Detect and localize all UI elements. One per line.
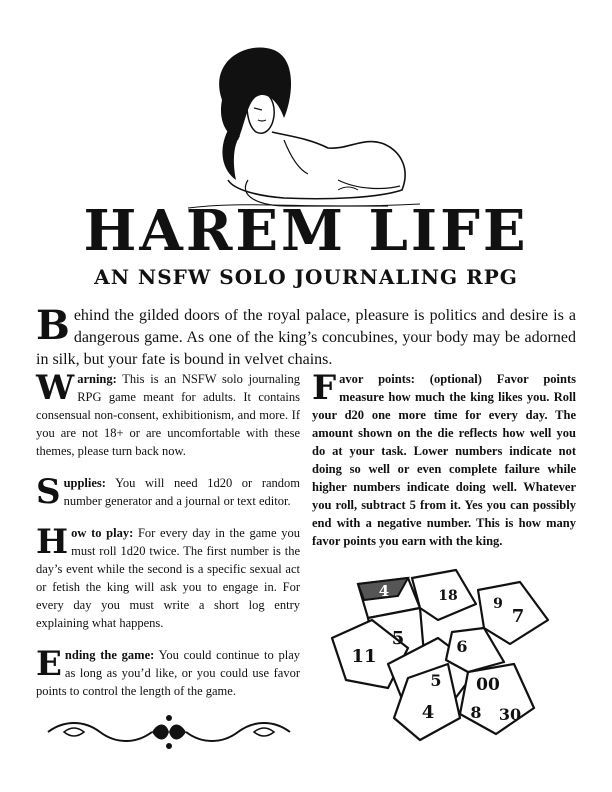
die-face: 6 (456, 637, 468, 656)
supplies-section (36, 474, 300, 510)
die-face: 5 (391, 628, 405, 649)
die-face: 18 (438, 588, 458, 604)
intro-text: ehind the gilded doors of the royal palace, pleasure is politics and desire is a dangerous game. As one of the king’s concubines, your body may be adorned in silk, but your fate is bound in velvet chains. (36, 307, 576, 368)
warning-heading: arning: (77, 372, 117, 386)
warning-section (36, 370, 300, 460)
how-to-play-heading: ow to play: (71, 526, 134, 540)
left-column (36, 370, 300, 714)
warning-text: This is an NSFW solo journaling RPG game meant for adults. It contains consensual non-consent, exhibitionism, and more. If you are not 18+ or are uncomfortable with these themes, please turn back now. (36, 372, 300, 458)
die-face: 9 (493, 596, 503, 612)
ending-text: You could continue to play as long as you’d like, or you could use favor points to control the length of the game. (36, 648, 300, 698)
how-to-play-section (36, 524, 300, 632)
page-title: HAREM LIFE (83, 198, 529, 264)
ending-dropcap: E (36, 644, 62, 684)
favor-points-heading: avor points: (339, 372, 415, 386)
scroll-ornament (44, 712, 294, 752)
ending-section (36, 646, 300, 700)
intro-dropcap: B (36, 302, 70, 349)
ending-heading: nding the game: (64, 648, 155, 662)
die-face: 00 (476, 675, 500, 695)
die-face: 11 (351, 646, 377, 667)
how-to-play-text: For every day in the game you must roll 1d20 twice. The first number is the day’s event while the second is a specific sexual act or fetish the king will ask you to engage in. For every day you must write a short log entry explaining what happens. (36, 526, 301, 630)
reclining-woman-illustration (188, 40, 420, 212)
die-face: 4 (421, 702, 435, 723)
supplies-dropcap: S (36, 472, 61, 512)
favor-points-dropcap: F (312, 368, 337, 408)
favor-points-text: (optional) Favor points measure how much the king likes you. Roll your d20 one more time for every day. The amount shown on the die reflects how well you do at your task. Lower numbers indicate not doing so well or even complete failure while higher numbers indicate doing well. Whatever you roll, subtract 5 from it. Yes you can possibly end with a negative number. This is how many favor points you earn with the king. (312, 372, 577, 548)
die-face: 8 (470, 703, 482, 722)
intro-paragraph (36, 302, 576, 371)
die-face: 5 (430, 671, 442, 690)
supplies-text: You will need 1d20 or random number generator and a journal or text editor. (63, 476, 300, 508)
warning-dropcap: W (36, 368, 75, 408)
die-face: 4 (378, 582, 390, 600)
right-column (312, 370, 576, 564)
supplies-heading: upplies: (63, 476, 106, 490)
die-face: 30 (498, 705, 522, 724)
favor-points-section (312, 370, 576, 550)
how-to-play-dropcap: H (36, 522, 69, 562)
polyhedral-dice-illustration (328, 568, 560, 744)
page-subtitle: AN NSFW SOLO JOURNALING RPG (94, 265, 518, 289)
die-face: 7 (511, 606, 525, 627)
